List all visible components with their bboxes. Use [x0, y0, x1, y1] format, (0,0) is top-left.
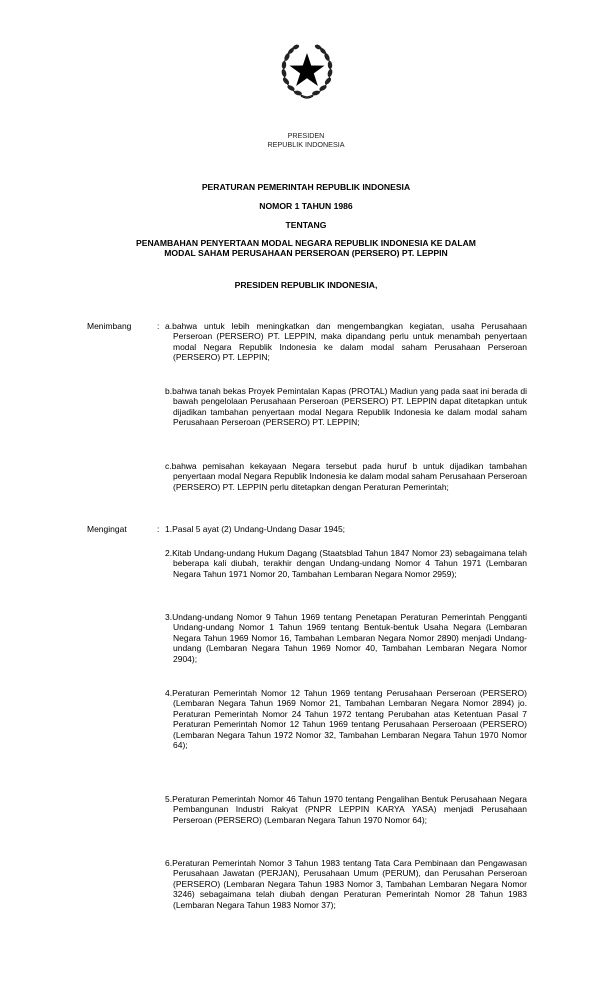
subject-heading-line-1: PENAMBAHAN PENYERTAAN MODAL NEGARA REPUBLIK INDONESIA KE DALAM	[136, 238, 476, 248]
menimbang-item-a	[165, 321, 527, 363]
menimbang-item-text: c.bahwa pemisahan kekayaan Negara tersebut pada huruf b untuk dijadikan tambahan penyertaan modal Negara Republik Indonesia ke dalam modal saham Perusahaan Perseroan (PERSERO) PT. LEPPIN perlu ditetapkan dengan Peraturan Pemerintah;	[165, 461, 527, 492]
regulation-number-heading: NOMOR 1 TAHUN 1986	[259, 201, 353, 211]
menimbang-item-text: b.bahwa tanah bekas Proyek Pemintalan Kapas (PROTAL) Madiun yang pada saat ini berada di bawah pengelolaan Perusahaan Perseroan (PERSERO) PT. LEPPIN dapat ditetapkan untuk dijadikan tambahan penyertaan modal Negara Republik Indonesia ke dalam modal saham Perusahaan Perseroan (PERSERO) PT. LEPPIN;	[165, 386, 527, 428]
menimbang-label: Menimbang	[87, 321, 132, 331]
menimbang-colon: :	[157, 321, 160, 331]
mengingat-item-3	[165, 612, 527, 664]
menimbang-section	[87, 321, 527, 521]
mengingat-item-4	[165, 688, 527, 750]
tentang-heading: TENTANG	[285, 220, 327, 230]
institution-line-2: REPUBLIK INDONESIA	[267, 140, 345, 149]
mengingat-colon: :	[157, 524, 160, 534]
regulation-type-heading: PERATURAN PEMERINTAH REPUBLIK INDONESIA	[201, 182, 411, 192]
menimbang-item-c	[165, 461, 527, 492]
mengingat-item-5	[165, 794, 527, 825]
menimbang-item-b	[165, 386, 527, 428]
mengingat-item-2	[165, 548, 527, 579]
mengingat-item-text: 5.Peraturan Pemerintah Nomor 46 Tahun 1970 tentang Pengalihan Bentuk Perusahaan Negara Pembangunan Industri Rakyat (PNPR LEPPIN KARYA YASA) menjadi Perusahaan Perseroan (PERSERO) (Lembaran Negara Tahun 1970 Nomor 64);	[165, 794, 527, 825]
mengingat-item-text: 6.Peraturan Pemerintah Nomor 3 Tahun 1983 tentang Tata Cara Pembinaan dan Pengawasan Perusahaan Jawatan (PERJAN), Perusahaan Umum (PERUM), dan Perusahan Perseroan (PERSERO) (Lembaran Negara Tahun 1983 Nomor 3, Tambahan Lembaran Negara Nomor 3246) sebagaimana telah diubah dengan Peraturan Pemerintah Nomor 28 Tahun 1983 (Lembaran Negara Tahun 1983 Nomor 37);	[165, 858, 527, 910]
mengingat-item-text: 2.Kitab Undang-undang Hukum Dagang (Staatsblad Tahun 1847 Nomor 23) sebagaimana telah beberapa kali diubah, terakhir dengan Undang-undang Nomor 4 Tahun 1971 (Lembaran Negara Tahun 1971 Nomor 20, Tambahan Lembaran Negara Nomor 2959);	[165, 548, 527, 579]
garuda-star-emblem-icon	[279, 41, 335, 101]
subject-heading-line-2: MODAL SAHAM PERUSAHAAN PERSEROAN (PERSERO) PT. LEPPIN	[164, 248, 448, 258]
mengingat-section	[87, 524, 527, 964]
mengingat-item-text: 3.Undang-undang Nomor 9 Tahun 1969 tentang Penetapan Peraturan Pemerintah Pengganti Undang-undang Nomor 1 Tahun 1969 tentang Bentuk-bentuk Usaha Negara (Lembaran Negara Tahun 1969 Nomor 16, Tambahan Lembaran Negara Nomor 2890) menjadi Undang-undang (Lembaran Negara Tahun 1969 Nomor 40, Tambahan Lembaran Negara Nomor 2904);	[165, 612, 527, 664]
mengingat-label: Mengingat	[87, 524, 127, 534]
mengingat-item-text: 4.Peraturan Pemerintah Nomor 12 Tahun 1969 tentang Perusahaan Perseroan (PERSERO) (Lembaran Negara Tahun 1969 Nomor 21, Tambahan Lembaran Negara Nomor 2894) jo. Peraturan Pemerintah Nomor 24 Tahun 1972 tentang Perubahan atas Ketentuan Pasal 7 Peraturan Pemerintah Nomor 12 Tahun 1969 tentang Perusahaan Perseroaan (PERSERO) (Lembaran Negara Tahun 1972 Nomor 32, Tambahan Lembaran Negara Tahun 1970 Nomor 64);	[165, 688, 527, 751]
mengingat-item-6	[165, 858, 527, 910]
menimbang-item-text: a.bahwa untuk lebih meningkatkan dan mengembangkan kegiatan, usaha Perusahaan Perseroan (PERSERO) PT. LEPPIN, maka dipandang perlu untuk menambah penyertaan modal Negara Republik Indonesia ke dalam modal saham Perusahaan Perseroan (PERSERO) PT. LEPPIN;	[165, 321, 527, 363]
mengingat-item-1	[165, 524, 527, 534]
institution-line-1: PRESIDEN	[287, 131, 325, 140]
issuer-heading: PRESIDEN REPUBLIK INDONESIA,	[234, 280, 378, 290]
mengingat-item-text: 1.Pasal 5 ayat (2) Undang-Undang Dasar 1945;	[165, 524, 346, 534]
